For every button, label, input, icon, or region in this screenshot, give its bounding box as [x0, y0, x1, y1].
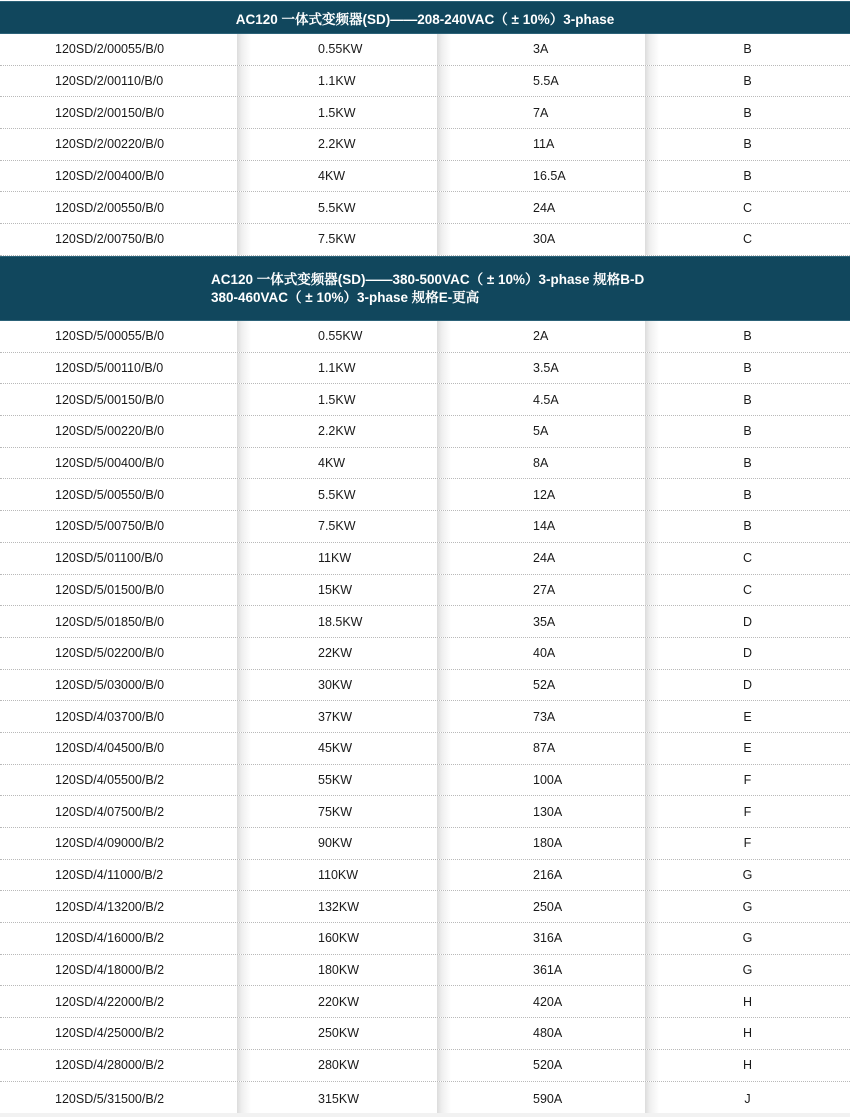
cell-power [237, 543, 437, 574]
cell-current [437, 1050, 645, 1081]
cell-power [237, 606, 437, 637]
cell-current [437, 955, 645, 986]
frame-value: E [743, 709, 752, 724]
cell-model [0, 986, 237, 1017]
cell-frame-size [645, 606, 850, 637]
model-value: 120SD/2/00220/B/0 [55, 137, 165, 152]
cell-frame-size [645, 860, 850, 891]
current-value: 8A [533, 456, 549, 471]
model-value: 120SD/2/00150/B/0 [55, 105, 165, 120]
current-value: 40A [533, 646, 556, 661]
cell-current [437, 416, 645, 447]
cell-model [0, 1050, 237, 1081]
cell-frame-size [645, 923, 850, 954]
cell-power [237, 129, 437, 160]
table-row [0, 1018, 850, 1050]
model-value: 120SD/4/03700/B/0 [55, 709, 165, 724]
frame-value: G [742, 899, 753, 914]
table-bottom-edge [0, 1113, 850, 1117]
cell-model [0, 860, 237, 891]
table-row [0, 479, 850, 511]
cell-frame-size [645, 511, 850, 542]
power-value: 55KW [318, 772, 353, 787]
table-row [0, 161, 850, 193]
current-value: 16.5A [533, 169, 566, 184]
table-row [0, 701, 850, 733]
power-value: 0.55KW [318, 329, 363, 344]
table-row [0, 765, 850, 797]
power-value: 250KW [318, 1026, 359, 1041]
table-row [0, 129, 850, 161]
cell-current [437, 479, 645, 510]
cell-model [0, 606, 237, 637]
cell-frame-size [645, 1050, 850, 1081]
frame-value: C [742, 551, 753, 566]
cell-current [437, 97, 645, 128]
section-header-380-500vac [0, 256, 850, 321]
frame-value: B [743, 392, 752, 407]
table-row [0, 384, 850, 416]
power-value: 37KW [318, 709, 353, 724]
power-value: 2.2KW [318, 137, 356, 152]
section-title: AC120 一体式变频器(SD)——208-240VAC（ ± 10%）3-phase [235, 11, 615, 27]
cell-power [237, 416, 437, 447]
cell-current [437, 638, 645, 669]
cell-frame-size [645, 416, 850, 447]
current-value: 361A [533, 963, 563, 978]
model-value: 120SD/4/13200/B/2 [55, 899, 165, 914]
cell-current [437, 765, 645, 796]
cell-power [237, 66, 437, 97]
cell-current [437, 575, 645, 606]
cell-power [237, 353, 437, 384]
cell-power [237, 511, 437, 542]
cell-power [237, 765, 437, 796]
table-row [0, 891, 850, 923]
frame-value: B [743, 519, 752, 534]
table-row [0, 923, 850, 955]
cell-frame-size [645, 543, 850, 574]
power-value: 90KW [318, 836, 353, 851]
cell-model [0, 733, 237, 764]
power-value: 30KW [318, 677, 353, 692]
current-value: 5A [533, 424, 549, 439]
table-row [0, 353, 850, 385]
power-value: 45KW [318, 741, 353, 756]
table-row [0, 828, 850, 860]
cell-current [437, 192, 645, 223]
cell-current [437, 1018, 645, 1049]
model-value: 120SD/4/11000/B/2 [55, 868, 164, 883]
power-value: 1.5KW [318, 392, 356, 407]
cell-frame-size [645, 384, 850, 415]
power-value: 2.2KW [318, 424, 356, 439]
table-row [0, 670, 850, 702]
cell-current [437, 733, 645, 764]
cell-model [0, 479, 237, 510]
cell-current [437, 701, 645, 732]
power-value: 280KW [318, 1058, 359, 1073]
cell-power [237, 575, 437, 606]
cell-current [437, 384, 645, 415]
cell-model [0, 192, 237, 223]
model-value: 120SD/4/07500/B/2 [55, 804, 165, 819]
frame-value: B [743, 105, 752, 120]
cell-frame-size [645, 448, 850, 479]
cell-current [437, 860, 645, 891]
current-value: 180A [533, 836, 563, 851]
cell-power [237, 321, 437, 352]
cell-power [237, 1082, 437, 1116]
cell-model [0, 1018, 237, 1049]
cell-frame-size [645, 765, 850, 796]
cell-power [237, 860, 437, 891]
model-value: 120SD/5/00550/B/0 [55, 487, 165, 502]
current-value: 4.5A [533, 392, 559, 407]
power-value: 18.5KW [318, 614, 363, 629]
current-value: 216A [533, 868, 563, 883]
power-value: 5.5KW [318, 200, 356, 215]
power-value: 7.5KW [318, 232, 356, 247]
cell-current [437, 129, 645, 160]
power-value: 220KW [318, 994, 359, 1009]
cell-frame-size [645, 638, 850, 669]
frame-value: B [743, 137, 752, 152]
cell-model [0, 891, 237, 922]
cell-frame-size [645, 192, 850, 223]
model-value: 120SD/5/02200/B/0 [55, 646, 165, 661]
current-value: 73A [533, 709, 556, 724]
frame-value: G [742, 963, 753, 978]
table-row [0, 34, 850, 66]
power-value: 5.5KW [318, 487, 356, 502]
frame-value: H [742, 994, 753, 1009]
frame-value: E [743, 741, 752, 756]
cell-model [0, 353, 237, 384]
cell-model [0, 511, 237, 542]
cell-power [237, 670, 437, 701]
cell-model [0, 66, 237, 97]
cell-power [237, 224, 437, 255]
current-value: 30A [533, 232, 556, 247]
current-value: 520A [533, 1058, 563, 1073]
model-value: 120SD/4/16000/B/2 [55, 931, 165, 946]
current-value: 100A [533, 772, 563, 787]
model-value: 120SD/4/09000/B/2 [55, 836, 165, 851]
cell-model [0, 1082, 237, 1116]
model-value: 120SD/5/00400/B/0 [55, 456, 165, 471]
section-title-line-1: AC120 一体式变频器(SD)——380-500VAC（ ± 10%）3-phase 规格B-D [211, 271, 645, 287]
current-value: 11A [533, 137, 555, 152]
cell-frame-size [645, 1082, 850, 1116]
cell-current [437, 796, 645, 827]
current-value: 24A [533, 551, 556, 566]
frame-value: B [743, 74, 752, 89]
cell-model [0, 384, 237, 415]
power-value: 7.5KW [318, 519, 356, 534]
table-row [0, 511, 850, 543]
current-value: 316A [533, 931, 563, 946]
cell-current [437, 891, 645, 922]
frame-value: B [743, 42, 752, 57]
cell-frame-size [645, 224, 850, 255]
cell-model [0, 670, 237, 701]
frame-value: J [744, 1091, 751, 1106]
cell-model [0, 448, 237, 479]
frame-value: B [743, 424, 752, 439]
cell-frame-size [645, 575, 850, 606]
model-value: 120SD/5/01500/B/0 [55, 582, 165, 597]
current-value: 14A [533, 519, 556, 534]
cell-current [437, 670, 645, 701]
cell-power [237, 1050, 437, 1081]
cell-frame-size [645, 986, 850, 1017]
current-value: 250A [533, 899, 563, 914]
cell-current [437, 986, 645, 1017]
model-value: 120SD/4/28000/B/2 [55, 1058, 165, 1073]
model-value: 120SD/5/00150/B/0 [55, 392, 165, 407]
cell-frame-size [645, 733, 850, 764]
power-value: 4KW [318, 456, 346, 471]
model-value: 120SD/2/00055/B/0 [55, 42, 165, 57]
frame-value: G [742, 931, 753, 946]
frame-value: H [742, 1058, 753, 1073]
model-value: 120SD/2/00400/B/0 [55, 169, 165, 184]
section-header-208-240vac [0, 1, 850, 34]
cell-power [237, 891, 437, 922]
current-value: 27A [533, 582, 556, 597]
table-row [0, 986, 850, 1018]
power-value: 315KW [318, 1091, 359, 1106]
current-value: 420A [533, 994, 563, 1009]
cell-current [437, 923, 645, 954]
cell-power [237, 97, 437, 128]
power-value: 22KW [318, 646, 353, 661]
power-value: 1.1KW [318, 74, 356, 89]
cell-frame-size [645, 321, 850, 352]
cell-frame-size [645, 66, 850, 97]
model-value: 120SD/4/22000/B/2 [55, 994, 165, 1009]
current-value: 3A [533, 42, 549, 57]
cell-power [237, 828, 437, 859]
cell-power [237, 161, 437, 192]
cell-frame-size [645, 670, 850, 701]
cell-model [0, 321, 237, 352]
section-rows-380-500vac [0, 321, 850, 1116]
current-value: 2A [533, 329, 549, 344]
model-value: 120SD/4/05500/B/2 [55, 772, 165, 787]
cell-model [0, 828, 237, 859]
cell-model [0, 923, 237, 954]
current-value: 590A [533, 1091, 563, 1106]
cell-frame-size [645, 129, 850, 160]
table-row [0, 638, 850, 670]
cell-model [0, 161, 237, 192]
power-value: 4KW [318, 169, 346, 184]
current-value: 130A [533, 804, 563, 819]
cell-model [0, 575, 237, 606]
power-value: 180KW [318, 963, 359, 978]
cell-current [437, 34, 645, 65]
cell-frame-size [645, 34, 850, 65]
table-row [0, 860, 850, 892]
cell-frame-size [645, 828, 850, 859]
table-row [0, 97, 850, 129]
model-value: 120SD/5/01100/B/0 [55, 551, 164, 566]
model-value: 120SD/5/03000/B/0 [55, 677, 165, 692]
model-value: 120SD/4/25000/B/2 [55, 1026, 165, 1041]
table-row [0, 448, 850, 480]
cell-current [437, 353, 645, 384]
frame-value: D [742, 646, 753, 661]
power-value: 75KW [318, 804, 353, 819]
cell-frame-size [645, 955, 850, 986]
cell-model [0, 638, 237, 669]
power-value: 132KW [318, 899, 359, 914]
model-value: 120SD/2/00550/B/0 [55, 200, 165, 215]
cell-power [237, 923, 437, 954]
table-row [0, 796, 850, 828]
cell-power [237, 1018, 437, 1049]
model-value: 120SD/2/00750/B/0 [55, 232, 165, 247]
cell-frame-size [645, 1018, 850, 1049]
model-value: 120SD/5/31500/B/2 [55, 1091, 165, 1106]
frame-value: F [743, 804, 752, 819]
cell-power [237, 701, 437, 732]
cell-model [0, 97, 237, 128]
model-value: 120SD/2/00110/B/0 [55, 74, 164, 89]
power-value: 0.55KW [318, 42, 363, 57]
table-row [0, 733, 850, 765]
table-row [0, 224, 850, 256]
current-value: 35A [533, 614, 556, 629]
table-row [0, 321, 850, 353]
model-value: 120SD/4/18000/B/2 [55, 963, 165, 978]
cell-frame-size [645, 796, 850, 827]
table-row [0, 543, 850, 575]
table-row [0, 575, 850, 607]
cell-current [437, 1082, 645, 1116]
power-value: 160KW [318, 931, 359, 946]
power-value: 15KW [318, 582, 353, 597]
current-value: 87A [533, 741, 556, 756]
model-value: 120SD/5/00110/B/0 [55, 361, 164, 376]
frame-value: B [743, 487, 752, 502]
cell-power [237, 34, 437, 65]
model-value: 120SD/4/04500/B/0 [55, 741, 165, 756]
current-value: 7A [533, 105, 549, 120]
current-value: 5.5A [533, 74, 559, 89]
cell-power [237, 733, 437, 764]
cell-current [437, 321, 645, 352]
model-value: 120SD/5/00220/B/0 [55, 424, 165, 439]
cell-model [0, 129, 237, 160]
cell-power [237, 448, 437, 479]
cell-frame-size [645, 161, 850, 192]
frame-value: B [743, 361, 752, 376]
current-value: 12A [533, 487, 556, 502]
cell-current [437, 224, 645, 255]
cell-frame-size [645, 353, 850, 384]
current-value: 52A [533, 677, 556, 692]
cell-power [237, 384, 437, 415]
cell-frame-size [645, 479, 850, 510]
frame-value: H [742, 1026, 753, 1041]
cell-frame-size [645, 701, 850, 732]
power-value: 1.5KW [318, 105, 356, 120]
frame-value: C [742, 232, 753, 247]
cell-model [0, 955, 237, 986]
cell-power [237, 192, 437, 223]
cell-model [0, 224, 237, 255]
cell-power [237, 796, 437, 827]
frame-value: C [742, 200, 753, 215]
cell-current [437, 511, 645, 542]
current-value: 24A [533, 200, 556, 215]
model-value: 120SD/5/00055/B/0 [55, 329, 165, 344]
cell-power [237, 986, 437, 1017]
cell-current [437, 448, 645, 479]
table-row [0, 955, 850, 987]
cell-model [0, 34, 237, 65]
cell-power [237, 479, 437, 510]
frame-value: B [743, 456, 752, 471]
cell-current [437, 606, 645, 637]
frame-value: F [743, 772, 752, 787]
cell-frame-size [645, 891, 850, 922]
table-row [0, 1050, 850, 1082]
frame-value: B [743, 169, 752, 184]
frame-value: C [742, 582, 753, 597]
model-value: 120SD/5/01850/B/0 [55, 614, 165, 629]
frame-value: G [742, 868, 753, 883]
power-value: 1.1KW [318, 361, 356, 376]
cell-current [437, 828, 645, 859]
power-value: 11KW [318, 551, 352, 566]
cell-frame-size [645, 97, 850, 128]
cell-power [237, 638, 437, 669]
model-value: 120SD/5/00750/B/0 [55, 519, 165, 534]
power-value: 110KW [318, 868, 359, 883]
cell-model [0, 796, 237, 827]
cell-model [0, 416, 237, 447]
section-title-line-2: 380-460VAC（ ± 10%）3-phase 规格E-更高 [211, 289, 480, 305]
frame-value: B [743, 329, 752, 344]
cell-current [437, 66, 645, 97]
cell-current [437, 543, 645, 574]
cell-model [0, 543, 237, 574]
table-row [0, 192, 850, 224]
table-row [0, 416, 850, 448]
frame-value: D [742, 677, 753, 692]
table-row [0, 606, 850, 638]
cell-current [437, 161, 645, 192]
cell-model [0, 701, 237, 732]
frame-value: D [742, 614, 753, 629]
current-value: 480A [533, 1026, 563, 1041]
table-row [0, 1082, 850, 1116]
frame-value: F [743, 836, 752, 851]
current-value: 3.5A [533, 361, 559, 376]
table-row [0, 66, 850, 98]
section-rows-208-240vac [0, 34, 850, 256]
cell-power [237, 955, 437, 986]
cell-model [0, 765, 237, 796]
